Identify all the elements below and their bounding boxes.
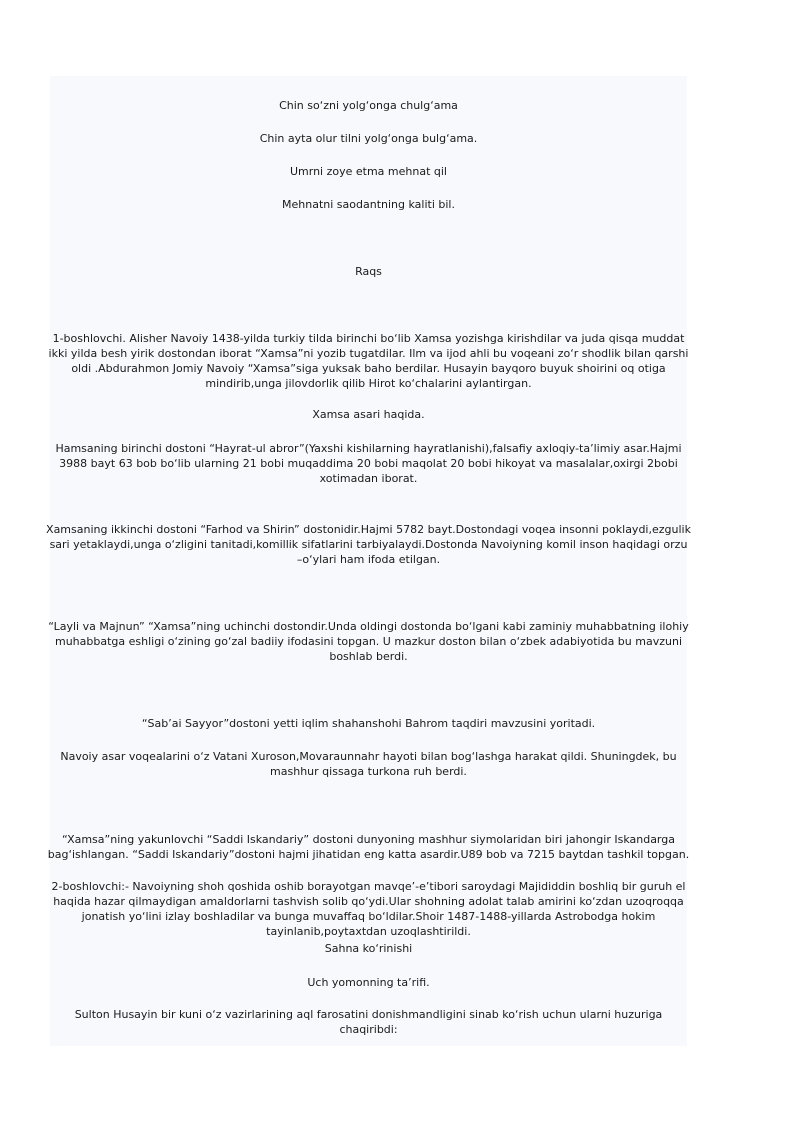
paragraph-hayrat: Hamsaning birinchi dostoni “Hayrat-ul abror”(Yaxshi kishilarning hayratlanishi),falsafiy axloqiy-ta’limiy asar.Hajmi 3988 bayt 63 bob bo‘lib ularning 21 bobi muqaddima 20 bobi maqolat 20 bobi hikoyat va masalalar,oxirgi 2bobi xotimadan iborat. xyxy=(55,442,682,485)
poem-line-3: Umrni zoye etma mehnat qil xyxy=(289,165,447,178)
poem-line-1: Chin so‘zni yolg‘onga chulg‘ama xyxy=(279,99,458,112)
paragraph-navoiy-voqea: Navoiy asar voqealarini o‘z Vatani Xuroson,Movaraunnahr hayoti bilan bog‘lashga harakat qildi. Shuningdek, bu mashhur qissaga turkona ruh berdi. xyxy=(60,750,677,778)
poem-line-2: Chin ayta olur tilni yolg‘onga bulg‘ama. xyxy=(259,132,478,145)
dance-heading: Raqs xyxy=(355,265,382,278)
paragraph-layli: “Layli va Majnun” “Xamsa”ning uchinchi dostondir.Unda oldingi dostonda bo‘lgani kabi zaminiy muhabbatning ilohiy muhabbatga eshligi o‘zining go‘zal badiiy ifodasini topgan. U mazkur doston bilan o‘zbek adabiyotida bu mavzuni boshlab berdi. xyxy=(48,620,689,663)
paragraph-sabai: “Sab’ai Sayyor”dostoni yetti iqlim shahanshohi Bahrom taqdiri mavzusini yoritadi. xyxy=(141,717,596,730)
document-page xyxy=(46,76,691,1046)
intro-paragraph: 1-boshlovchi. Alisher Navoiy 1438-yilda turkiy tilda birinchi bo‘lib Xamsa yozishga kirishdilar va juda qisqa muddat ikki yilda besh yirik dostondan iborat “Xamsa”ni yozib tugatdilar. Ilm va ijod ahli bu voqeani zo‘r shodlik bilan qarshi oldi .Abdurahmon Jomiy Navoiy “Xamsa”siga yuksak baho berdilar. Husayin bayqoro buyuk shoirini oq otiga mindirib,unga jilovdorlik qilib Hirot ko‘chalarini aylantirgan. xyxy=(48,332,689,390)
paragraph-boshlovchi-2: 2-boshlovchi:- Navoiyning shoh qoshida oshib borayotgan mavqe’-e’tibori saroydagi Majididdin boshliq bir guruh el haqida hazar qilmaydigan amaldorlarni tashvish solib qo‘ydi.Ular shohning adolat talab amirini ko‘zdan uzoqroqqa jonatish yo‘lini izlay boshladilar va bunga muvaffaq bo‘ldilar.Shoir 1487-1488-yillarda Astrobodga hokim tayinlanib,poytaxtdan uzoqlashtirildi. xyxy=(51,880,686,938)
scene-heading: Sahna ko‘rinishi xyxy=(324,942,413,955)
poem-line-4: Mehnatni saodantning kaliti bil. xyxy=(282,198,455,211)
about-heading: Xamsa asari haqida. xyxy=(312,408,425,421)
three-heading: Uch yomonning ta’rifi. xyxy=(307,976,430,989)
paragraph-sulton: Sulton Husayin bir kuni o‘z vazirlarining aql farosatini donishmandligini sinab ko‘rish uchun ularni huzuriga chaqiribdi: xyxy=(74,1008,663,1036)
paragraph-saddi: “Xamsa”ning yakunlovchi “Saddi Iskandariy” dostoni dunyoning mashhur siymolaridan biri jahongir Iskandarga bag‘ishlangan. “Saddi Iskandariy”dostoni hajmi jihatidan eng katta asardir.U89 bob va 7215 baytdan tashkil topgan. xyxy=(47,833,690,861)
paragraph-farhod: Xamsaning ikkinchi dostoni “Farhod va Shirin” dostonidir.Hajmi 5782 bayt.Dostondagi voqea insonni poklaydi,ezgulik sari yetaklaydi,unga o‘zligini tanitadi,komillik sifatlarini tarbiyalaydi.Dostonda Navoiyning komil inson haqidagi orzu –o‘ylari ham ifoda etilgan. xyxy=(46,523,691,566)
